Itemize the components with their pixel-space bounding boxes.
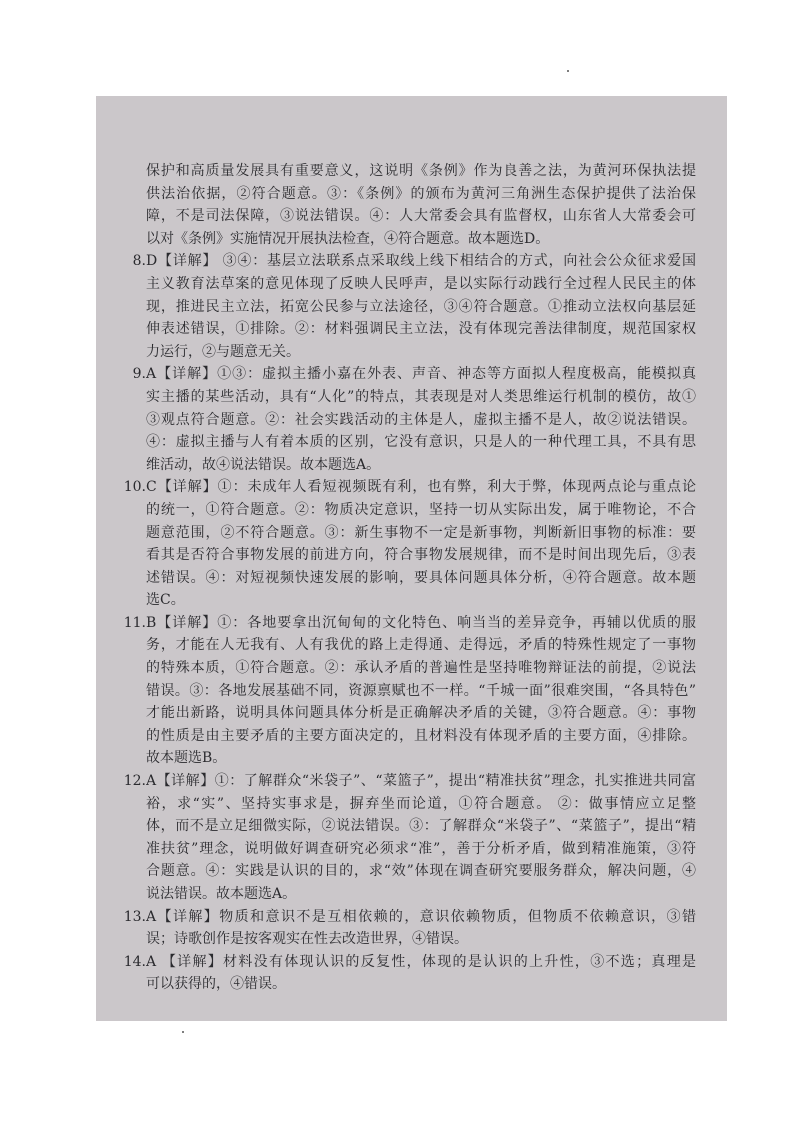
text-line: C【详解】①：未成年人看短视频既有利，也有弊，利大于弊，体现两点论与重点论 — [146, 479, 696, 496]
text-line: D【详解】 ③④：基层立法联系点采取线上线下相结合的方式，向社会公众征求爱国 — [146, 253, 696, 270]
text-line: 的特殊本质，①符合题意。②：承认矛盾的普遍性是坚持唯物辩证法的前提，②说法 — [146, 660, 696, 677]
text-line: 题意范围，②不符合题意。③：新生事物不一定是新事物，判断新旧事物的标准：要 — [146, 524, 696, 541]
text-line: 维活动，故④说法错误。故本题选A。 — [146, 456, 381, 473]
item-number: 14. — [123, 953, 146, 970]
answer-text — [123, 160, 696, 996]
text-line: 裕，求“实”、坚持实事求是，摒弃坐而论道，①符合题意。 ②：做事情应立足整 — [146, 795, 696, 812]
text-line: 以对《条例》实施情况开展执法检查，④符合题意。故本题选D。 — [146, 230, 550, 247]
text-line: A 【详解】材料没有体现认识的反复性，体现的是认识的上升性，③不选；真理是 — [146, 953, 696, 970]
text-line: A【详解】①：了解群众“米袋子”、“菜篮子”，提出“精准扶贫”理念，扎实推进共同富 — [146, 773, 696, 790]
text-line: 错误。③：各地发展基础不同，资源禀赋也不一样。“千城一面”很难突围，“各具特色” — [146, 682, 696, 699]
text-line: 述错误。④：对短视频快速发展的影响，要具体问题具体分析，④符合题意。故本题 — [146, 569, 696, 586]
text-line: 障，不是司法保障，③说法错误。④：人大常委会具有监督权，山东省人大常委会可 — [146, 208, 696, 225]
item-number: 11. — [123, 614, 146, 631]
text-line: 力运行，②与题意无关。 — [146, 343, 300, 360]
scan-speck-bottom — [182, 1031, 184, 1033]
answer-item — [132, 250, 696, 363]
text-line: 伸表述错误，①排除。②：材料强调民主立法，没有体现完善法律制度，规范国家权 — [146, 321, 696, 338]
answer-item — [123, 951, 696, 996]
answer-item — [132, 363, 696, 476]
text-line: 故本题选B。 — [146, 750, 227, 767]
answer-item — [123, 770, 696, 906]
text-line: 务，才能在人无我有、人有我优的路上走得通、走得远，矛盾的特殊性规定了一事物 — [146, 637, 696, 654]
continuation-paragraph — [146, 160, 696, 250]
item-number: 12. — [123, 773, 146, 790]
text-line: B【详解】①：各地要拿出沉甸甸的文化特色、响当当的差异竞争，再辅以优质的服 — [146, 614, 696, 631]
scan-speck-top — [567, 70, 569, 72]
text-line: A【详解】物质和意识不是互相依赖的，意识依赖物质，但物质不依赖意识，③错 — [146, 908, 696, 925]
text-line: 误；诗歌创作是按客观实在性去改造世界，④错误。 — [146, 931, 468, 948]
item-number: 8. — [132, 253, 146, 270]
text-line: 实主播的某些活动，具有“人化”的特点，其表现是对人类思维运行机制的模仿，故① — [146, 388, 696, 405]
text-line: 合题意。④：实践是认识的目的，求“效”体现在调查研究要服务群众，解决问题，④ — [146, 863, 696, 880]
answer-item — [123, 906, 696, 951]
text-line: ④：虚拟主播与人有着本质的区别，它没有意识，只是人的一种代理工具，不具有思 — [146, 434, 696, 451]
answer-item — [123, 612, 696, 770]
text-line: 的性质是由主要矛盾的主要方面决定的，且材料没有体现矛盾的主要方面，④排除。 — [146, 727, 696, 744]
text-line: 主义教育法草案的意见体现了反映人民呼声，是以实际行动践行全过程人民民主的体 — [146, 275, 696, 292]
text-line: 选C。 — [146, 592, 185, 609]
text-line: 可以获得的，④错误。 — [146, 976, 286, 993]
text-line: 的统一，①符合题意。②：物质决定意识，坚持一切从实际出发，属于唯物论，不合 — [146, 501, 696, 518]
scanned-page — [96, 96, 727, 1021]
text-line: 说法错误。故本题选A。 — [146, 886, 297, 902]
text-line: 准扶贫”理念，说明做好调查研究必须求“准”，善于分析矛盾，做到精准施策，③符 — [146, 840, 696, 857]
text-line: 体，而不是立足细微实际，②说法错误。③：了解群众“米袋子”、“菜篮子”，提出“精 — [146, 818, 696, 835]
text-line: 看其是否符合事物发展的前进方向，符合事物发展规律，而不是时间出现先后，③表 — [146, 547, 696, 564]
text-line: 供法治依据，②符合题意。③：《条例》的颁布为黄河三角洲生态保护提供了法治保 — [146, 185, 696, 202]
text-line: 现，推进民主立法，拓宽公民参与立法途径，③④符合题意。①推动立法权向基层延 — [146, 298, 696, 315]
text-line: 才能出新路，说明具体问题具体分析是正确解决矛盾的关键，③符合题意。④：事物 — [146, 705, 696, 722]
text-line: 保护和高质量发展具有重要意义，这说明《条例》作为良善之法，为黄河环保执法提 — [146, 163, 696, 179]
answer-item — [123, 476, 696, 612]
item-number: 9. — [132, 366, 146, 383]
item-number: 10. — [123, 479, 146, 496]
text-line: ③观点符合题意。②：社会实践活动的主体是人，虚拟主播不是人，故②说法错误。 — [146, 411, 696, 428]
text-line: A【详解】①③：虚拟主播小嘉在外表、声音、神态等方面拟人程度极高，能模拟真 — [146, 366, 696, 383]
item-number: 13. — [123, 908, 146, 925]
